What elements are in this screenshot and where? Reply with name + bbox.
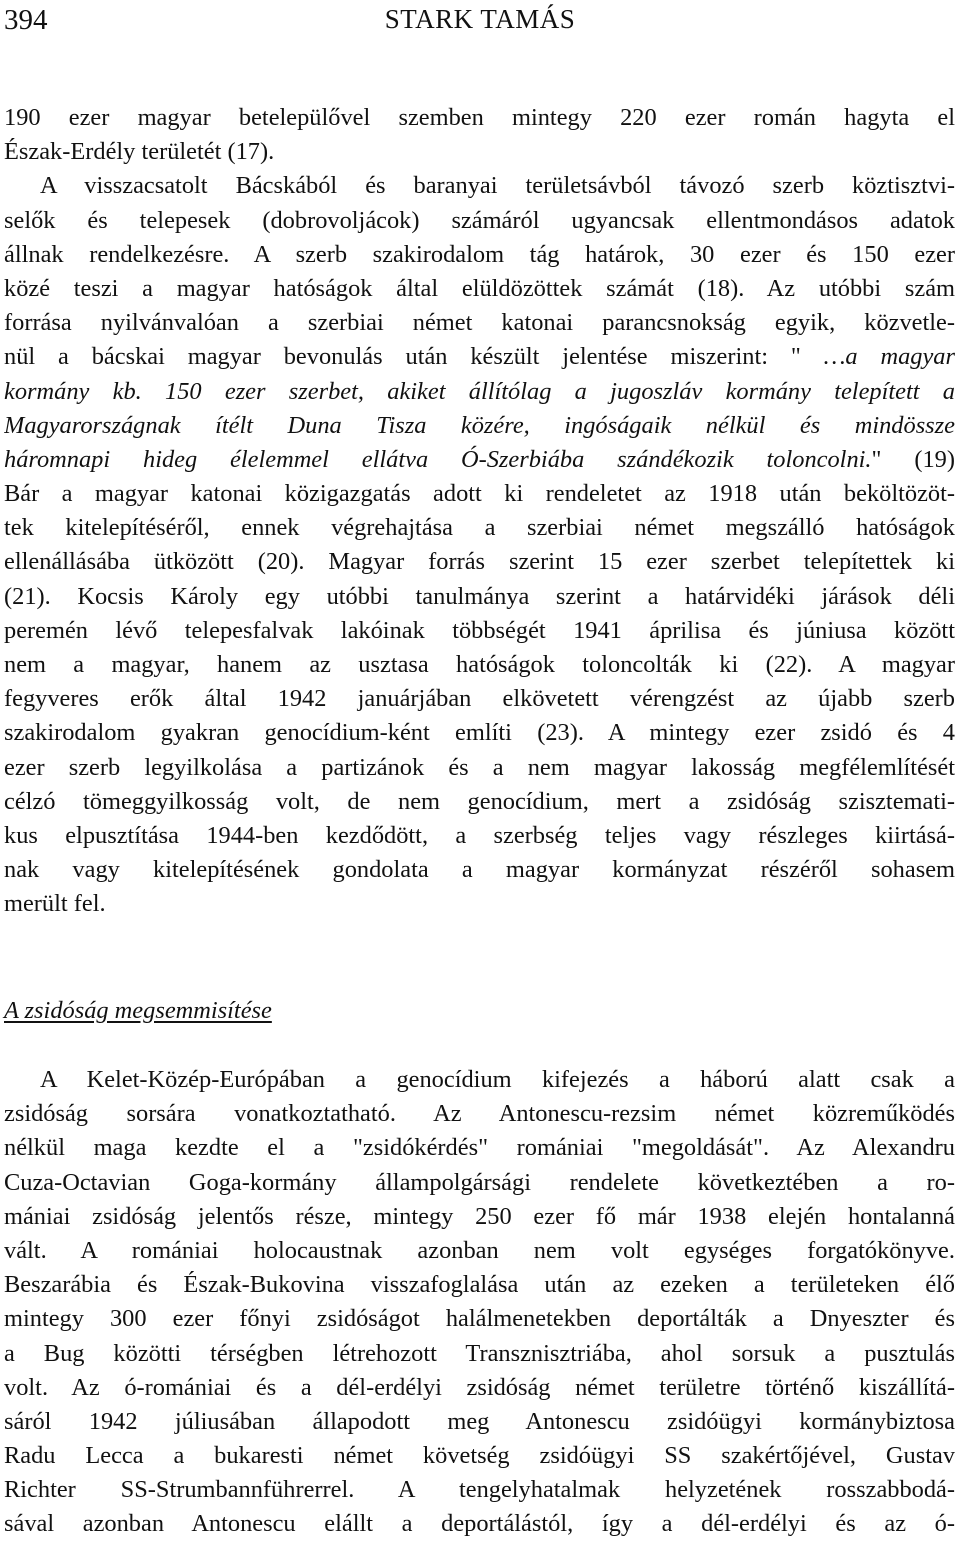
text-segment: kus elpusztítása 1944-ben kezdődött, a szerbség teljes vagy részleges kiirtásá-: [4, 821, 955, 849]
text-line: [4, 1302, 955, 1336]
section-heading: A zsidóság megsemmisítése: [4, 997, 272, 1024]
text-line: [4, 135, 955, 169]
text-segment: volt. Az ó-romániai és a dél-erdélyi zsidóság német területre történő kiszállítá-: [4, 1373, 955, 1401]
text-segment: nak vagy kitelepítésének gondolata a magyar kormányzat részéről sohasem: [4, 856, 955, 884]
text-line: [4, 306, 955, 340]
text-segment: szakirodalom gyakran genocídium-ként említi (23). A mintegy ezer zsidó és 4: [4, 719, 955, 747]
text-segment: mintegy 300 ezer főnyi zsidóságot halálmenetekben deportálták a Dnyeszter és: [4, 1305, 955, 1333]
text-segment: nül a bácskai magyar bevonulás után készült jelentése miszerint: ": [4, 343, 824, 371]
text-segment: Bár a magyar katonai közigazgatás adott ki rendeletet az 1918 után beköltözöt-: [4, 480, 955, 508]
text-segment: közé teszi a magyar hatóságok által elüldözöttek számát (18). Az utóbbi szám: [4, 274, 955, 302]
text-lines: [4, 1063, 955, 1542]
page-number: 394: [4, 4, 48, 36]
text-line: [4, 101, 955, 135]
text-line: [4, 751, 955, 785]
italic-text: Magyarországnak ítélt Duna Tisza közére, ingóságaik nélkül és mindössze: [4, 411, 955, 439]
text-segment: ellenállásába ütközött (20). Magyar forrás szerint 15 ezer szerbet telepítettek ki: [4, 548, 955, 576]
text-segment: merült fel.: [4, 890, 106, 918]
paragraph-block-2: [4, 1063, 955, 1542]
text-segment: fegyveres erők által 1942 januárjában elkövetett vérengzést az újabb szerb: [4, 685, 955, 713]
text-line: [4, 887, 955, 921]
text-segment: vált. A romániai holocaustnak azonban nem volt egységes forgatókönyve.: [4, 1236, 955, 1264]
text-line: [4, 169, 955, 203]
text-line: [4, 648, 955, 682]
text-line: [4, 785, 955, 819]
text-segment: célzó tömeggyilkosság volt, de nem genocídium, mert a zsidóság szisztemati-: [4, 787, 955, 815]
text-line: [4, 716, 955, 750]
text-line: [4, 614, 955, 648]
text-segment: forrása nyilvánvalóan a szerbiai német katonai parancsnokság egyik, közvetle-: [4, 309, 955, 337]
text-line: [4, 443, 955, 477]
text-segment: Cuza-Octavian Goga-kormány állampolgársági rendelete következtében a ro-: [4, 1168, 955, 1196]
text-line: [4, 819, 955, 853]
text-segment: tek kitelepítéséről, ennek végrehajtása a szerbiai német megszálló hatóságok: [4, 514, 955, 542]
text-line: [4, 1268, 955, 1302]
text-segment: sáról 1942 júliusában állapodott meg Antonescu zsidóügyi kormánybiztosa: [4, 1407, 955, 1435]
text-line: [4, 853, 955, 887]
text-line: [4, 1200, 955, 1234]
text-segment: mániai zsidóság jelentős része, mintegy 250 ezer fő már 1938 elején hontalanná: [4, 1202, 955, 1230]
text-segment: 190 ezer magyar betelepülővel szemben mintegy 220 ezer román hagyta el: [4, 104, 955, 131]
text-line: [4, 1131, 955, 1165]
text-segment: peremén lévő telepesfalvak lakóinak többségét 1941 áprilisa és júniusa között: [4, 616, 955, 644]
text-line: [4, 1439, 955, 1473]
italic-text: kormány kb. 150 ezer szerbet, akiket állítólag a jugoszláv kormány telepített a: [4, 377, 955, 405]
text-segment: ezer szerb legyilkolása a partizánok és a nem magyar lakosság megfélemlítését: [4, 753, 955, 781]
italic-text: …a magyar: [823, 343, 955, 371]
text-segment: Richter SS-Strumbannführerrel. A tengelyhatalmak helyzetének rosszabbodá-: [4, 1476, 955, 1504]
text-segment: nem a magyar, hanem az usztasa hatóságok toloncolták ki (22). A magyar: [4, 651, 955, 678]
text-line: [4, 272, 955, 306]
text-lines: [4, 101, 955, 922]
text-segment: zsidóság sorsára vonatkoztatható. Az Antonescu-rezsim német közreműködés: [4, 1100, 955, 1128]
text-line: [4, 545, 955, 579]
text-line: [4, 375, 955, 409]
paragraph-block-1: [4, 101, 955, 922]
text-line: [4, 238, 955, 272]
running-head: STARK TAMÁS: [384, 4, 576, 34]
text-line: [4, 580, 955, 614]
italic-text: háromnapi hideg élelemmel ellátva Ó-Szerbiába szándékozik toloncolni.: [4, 445, 872, 473]
text-segment: A Kelet-Közép-Európában a genocídium kifejezés a háború alatt csak a: [40, 1066, 955, 1093]
text-line: [4, 204, 955, 238]
text-line: [4, 511, 955, 545]
text-segment: nélkül maga kezdte el a "zsidókérdés" romániai "megoldását". Az Alexandru: [4, 1134, 955, 1162]
text-line: [4, 1371, 955, 1405]
text-segment: sával azonban Antonescu elállt a deportálástól, így a dél-erdélyi és az ó-: [4, 1510, 955, 1538]
text-segment: Radu Lecca a bukaresti német követség zsidóügyi SS szakértőjével, Gustav: [4, 1442, 955, 1470]
text-segment: " (19): [871, 445, 955, 473]
text-segment: Beszarábia és Észak-Bukovina visszafoglalása után az ezeken a területeken élő: [4, 1271, 955, 1299]
text-line: [4, 1097, 955, 1131]
text-line: [4, 1063, 955, 1097]
text-line: [4, 1234, 955, 1268]
text-line: [4, 682, 955, 716]
text-line: [4, 340, 955, 374]
text-segment: a Bug közötti térségben létrehozott Transznisztriába, ahol sorsuk a pusztulás: [4, 1339, 955, 1367]
text-segment: selők és telepesek (dobrovoljácok) számáról ugyancsak ellentmondásos adatok: [4, 206, 955, 234]
text-segment: állnak rendelkezésre. A szerb szakirodalom tág határok, 30 ezer és 150 ezer: [4, 240, 955, 268]
text-segment: A visszacsatolt Bácskából és baranyai területsávból távozó szerb köztisztvi-: [40, 172, 955, 200]
text-line: [4, 409, 955, 443]
text-line: [4, 477, 955, 511]
text-line: [4, 1473, 955, 1507]
text-line: [4, 1405, 955, 1439]
page-header: [4, 2, 956, 42]
text-line: [4, 1337, 955, 1371]
text-line: [4, 1166, 955, 1200]
text-segment: Észak-Erdély területét (17).: [4, 138, 275, 166]
text-line: [4, 1507, 955, 1541]
text-segment: (21). Kocsis Károly egy utóbbi tanulmánya szerint a határvidéki járások déli: [4, 582, 955, 610]
